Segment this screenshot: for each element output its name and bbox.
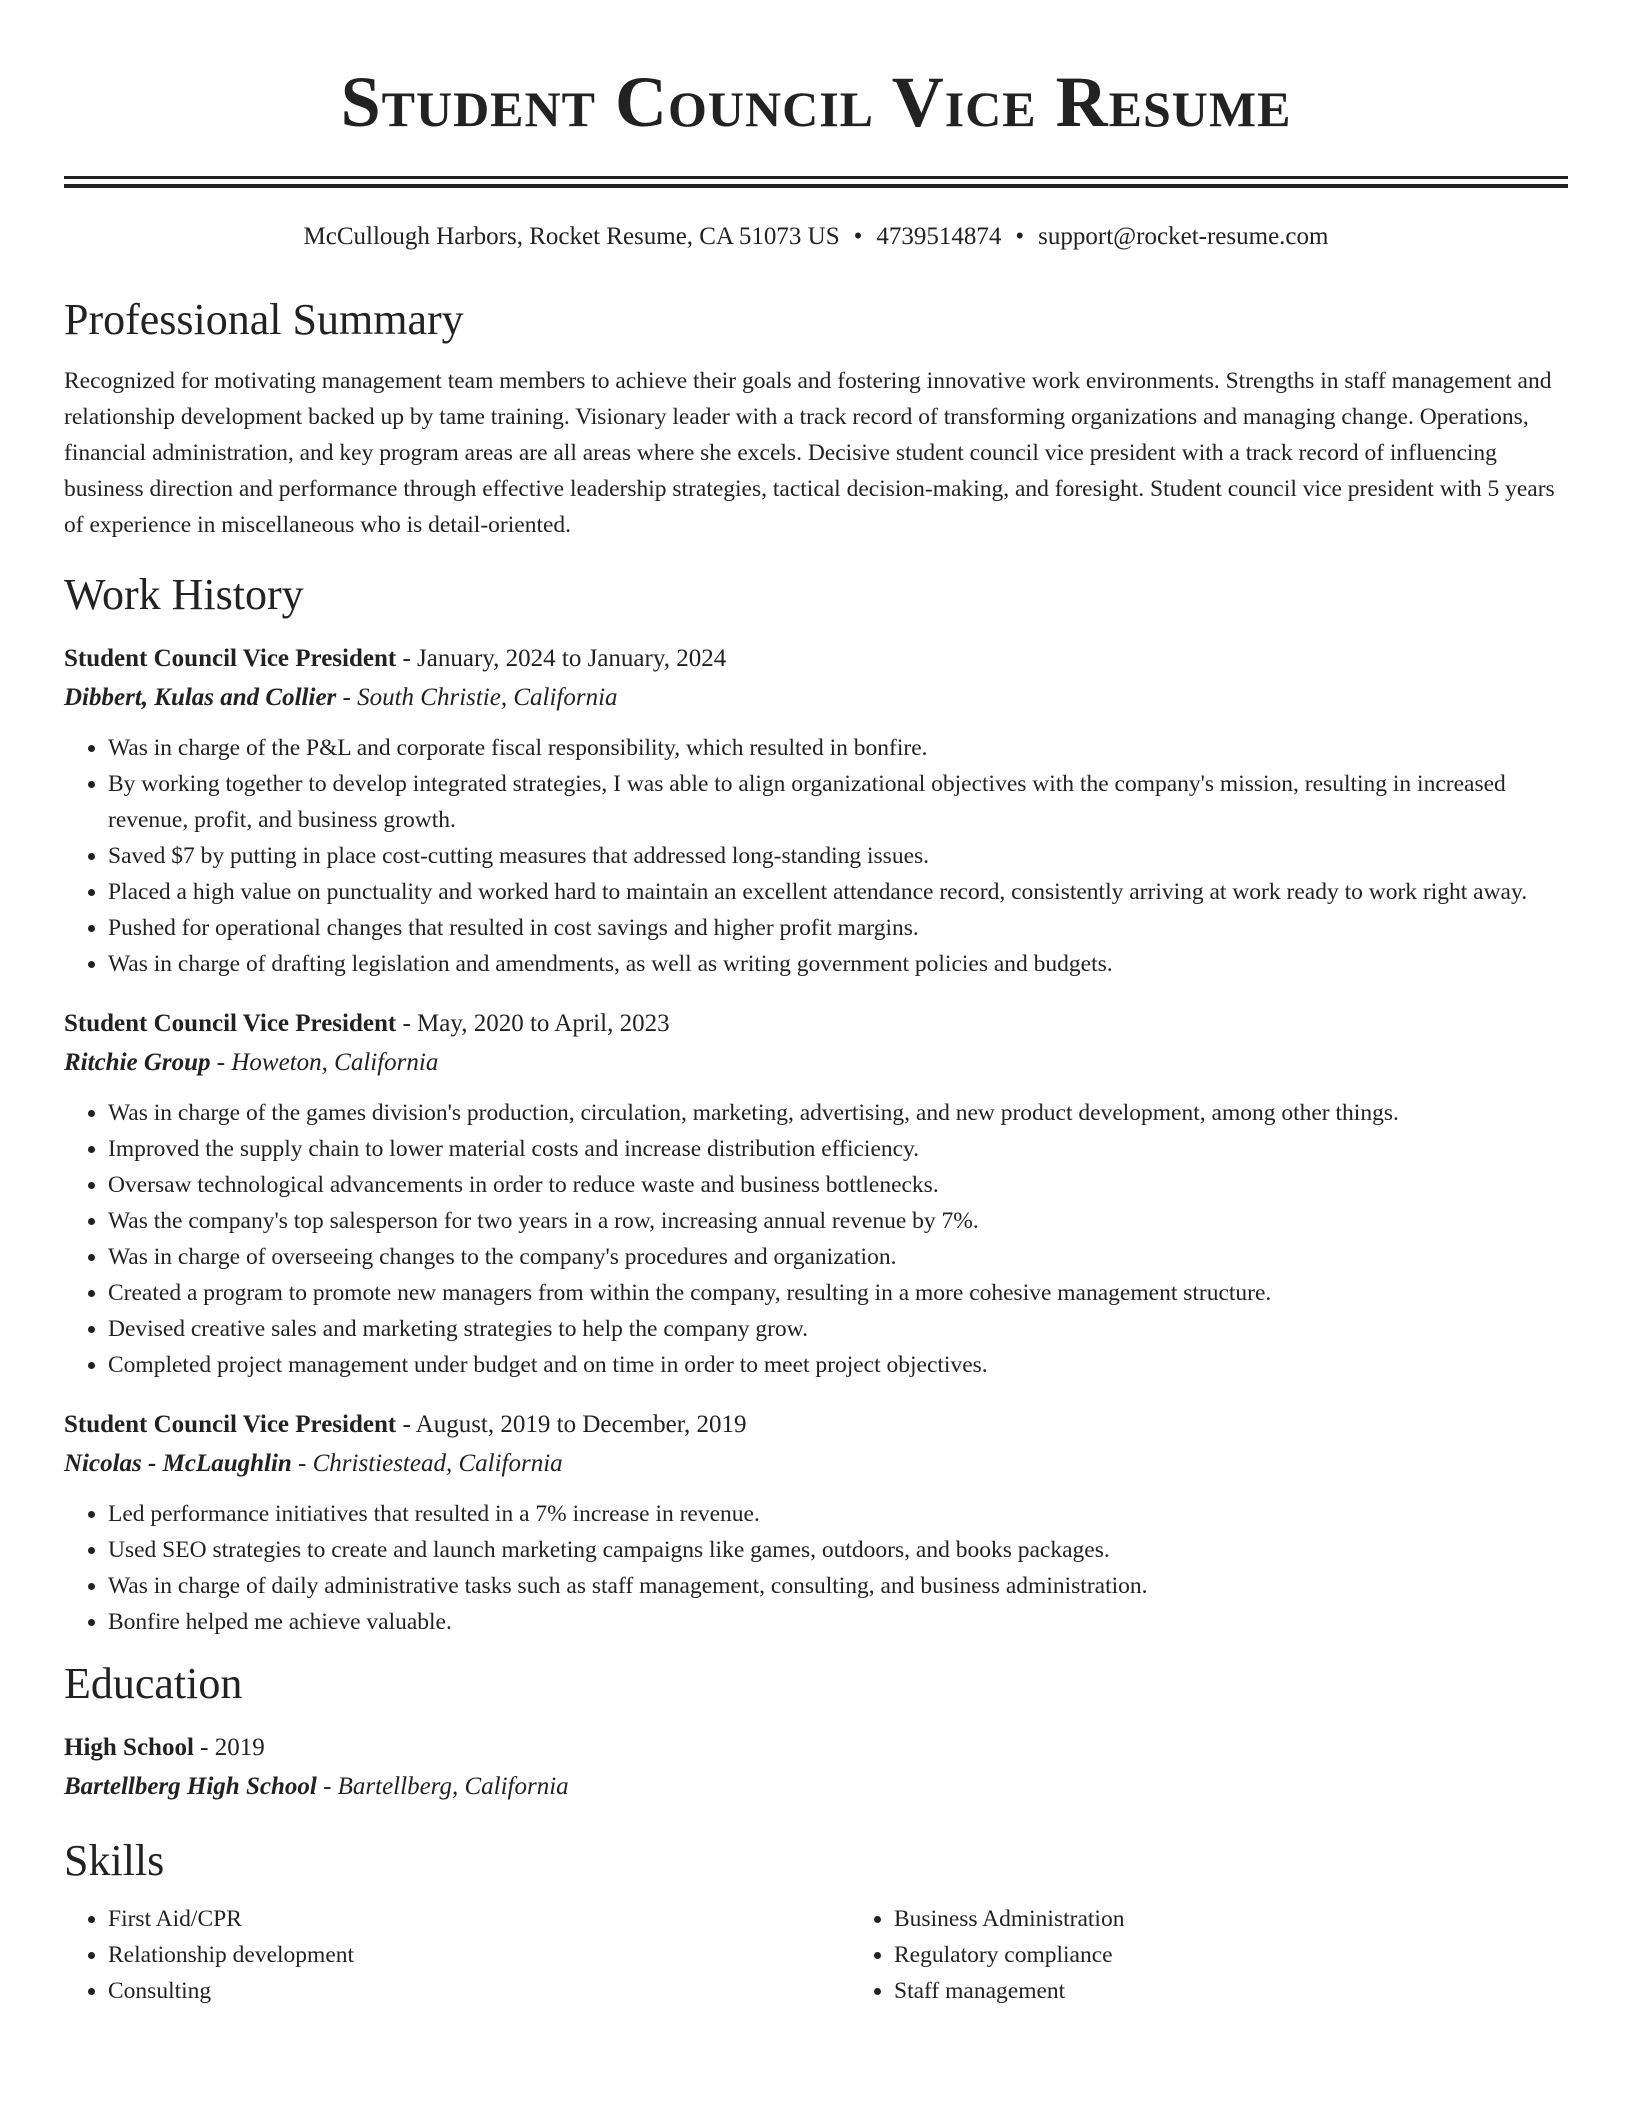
job-dates: - January, 2024 to January, 2024 bbox=[396, 645, 727, 672]
job-title: Student Council Vice President bbox=[64, 1411, 397, 1438]
job-location: - Howeton, California bbox=[210, 1049, 439, 1076]
job-bullet: • Improved the supply chain to lower material costs and increase distribution efficiency. bbox=[108, 1131, 1568, 1167]
job-entry bbox=[64, 1006, 1568, 1383]
skill-item: • Consulting bbox=[108, 1973, 850, 2009]
work-history-heading: Work History bbox=[64, 570, 304, 619]
job-bullet: • By working together to develop integrated strategies, I was able to align organizational objectives with the company's mission, resulting in increased revenue, profit, and business growth. bbox=[108, 766, 1568, 838]
contact-address: McCullough Harbors, Rocket Resume, CA 51073 US bbox=[303, 223, 840, 250]
title-divider bbox=[64, 176, 1568, 188]
job-bullet: • Created a program to promote new managers from within the company, resulting in a more cohesive management structure. bbox=[108, 1275, 1568, 1311]
job-bullet: • Pushed for operational changes that resulted in cost savings and higher profit margins. bbox=[108, 910, 1568, 946]
contact-separator: • bbox=[1015, 223, 1025, 250]
summary-text: Recognized for motivating management team members to achieve their goals and fostering innovative work environments. Strengths in staff management and relationship development backed up by tame training. Visionary leader with a track record of transforming organizations and managing change. Operations, financial administration, and key program areas are all areas where she excels. Decisive student council vice president with a track record of influencing business direction and performance through effective leadership strategies, tactical decision-making, and foresight. Student council vice president with 5 years of experience in miscellaneous who is detail-oriented. bbox=[64, 368, 1555, 538]
contact-separator: • bbox=[853, 223, 863, 250]
job-bullet-list bbox=[64, 1095, 1568, 1383]
job-bullet-list bbox=[64, 1496, 1568, 1640]
job-bullet: • Bonfire helped me achieve valuable. bbox=[108, 1604, 1568, 1640]
job-company: Nicolas - McLaughlin bbox=[64, 1450, 292, 1477]
skill-item: • Business Administration bbox=[894, 1901, 1124, 1937]
education-heading: Education bbox=[64, 1659, 243, 1708]
job-title-line bbox=[64, 641, 1568, 677]
job-bullet: • Used SEO strategies to create and launch marketing campaigns like games, outdoors, and books packages. bbox=[108, 1532, 1568, 1568]
job-bullet: • Oversaw technological advancements in order to reduce waste and business bottlenecks. bbox=[108, 1167, 1568, 1203]
skill-item: • Relationship development bbox=[108, 1937, 850, 1973]
job-title: Student Council Vice President bbox=[64, 645, 397, 672]
job-location: - South Christie, California bbox=[336, 684, 618, 711]
job-title-line bbox=[64, 1006, 1568, 1042]
skills-heading: Skills bbox=[64, 1836, 165, 1885]
skills-columns bbox=[64, 1901, 1568, 2009]
job-company-line bbox=[64, 680, 1568, 716]
job-bullet: • Was in charge of the games division's production, circulation, marketing, advertising, and new product development, among other things. bbox=[108, 1095, 1568, 1131]
job-dates: - August, 2019 to December, 2019 bbox=[396, 1411, 747, 1438]
job-bullet: • Devised creative sales and marketing strategies to help the company grow. bbox=[108, 1311, 1568, 1347]
skill-item: • First Aid/CPR bbox=[108, 1901, 850, 1937]
job-bullet: • Completed project management under budget and on time in order to meet project objectives. bbox=[108, 1347, 1568, 1383]
skills-list-right bbox=[850, 1901, 1124, 2009]
job-entry bbox=[64, 1407, 1568, 1640]
job-bullet: • Saved $7 by putting in place cost-cutting measures that addressed long-standing issues. bbox=[108, 838, 1568, 874]
job-entry bbox=[64, 641, 1568, 982]
work-history-list bbox=[64, 641, 1568, 1640]
job-bullet-list bbox=[64, 730, 1568, 982]
job-bullet: • Led performance initiatives that resulted in a 7% increase in revenue. bbox=[108, 1496, 1568, 1532]
education-degree-line bbox=[64, 1730, 1568, 1766]
job-company: Ritchie Group bbox=[64, 1049, 211, 1076]
job-bullet: • Was in charge of daily administrative tasks such as staff management, consulting, and business administration. bbox=[108, 1568, 1568, 1604]
job-company-line bbox=[64, 1446, 1568, 1482]
job-bullet: • Was in charge of overseeing changes to the company's procedures and organization. bbox=[108, 1239, 1568, 1275]
skill-item: • Regulatory compliance bbox=[894, 1937, 1124, 1973]
contact-phone: 4739514874 bbox=[876, 223, 1002, 250]
education-school: Bartellberg High School bbox=[64, 1773, 317, 1800]
education-school-line bbox=[64, 1769, 1568, 1805]
job-title-line bbox=[64, 1407, 1568, 1443]
job-company: Dibbert, Kulas and Collier bbox=[64, 684, 337, 711]
job-bullet: • Was the company's top salesperson for two years in a row, increasing annual revenue by 7%. bbox=[108, 1203, 1568, 1239]
contact-line bbox=[64, 222, 1568, 252]
summary-heading: Professional Summary bbox=[64, 295, 464, 344]
education-location: - Bartellberg, California bbox=[316, 1773, 569, 1800]
job-bullet: • Was in charge of drafting legislation and amendments, as well as writing government policies and budgets. bbox=[108, 946, 1568, 982]
job-bullet: • Placed a high value on punctuality and worked hard to maintain an excellent attendance record, consistently arriving at work ready to work right away. bbox=[108, 874, 1568, 910]
skill-item: • Staff management bbox=[894, 1973, 1124, 2009]
job-location: - Christiestead, California bbox=[291, 1450, 563, 1477]
job-bullet: • Was in charge of the P&L and corporate fiscal responsibility, which resulted in bonfire. bbox=[108, 730, 1568, 766]
contact-email: support@rocket-resume.com bbox=[1038, 223, 1329, 250]
education-year: - 2019 bbox=[193, 1734, 265, 1761]
resume-title: Student Council Vice Resume bbox=[340, 62, 1292, 142]
skills-list-left bbox=[64, 1901, 850, 2009]
education-degree: High School bbox=[64, 1734, 194, 1761]
job-company-line bbox=[64, 1045, 1568, 1081]
job-title: Student Council Vice President bbox=[64, 1010, 397, 1037]
job-dates: - May, 2020 to April, 2023 bbox=[396, 1010, 670, 1037]
